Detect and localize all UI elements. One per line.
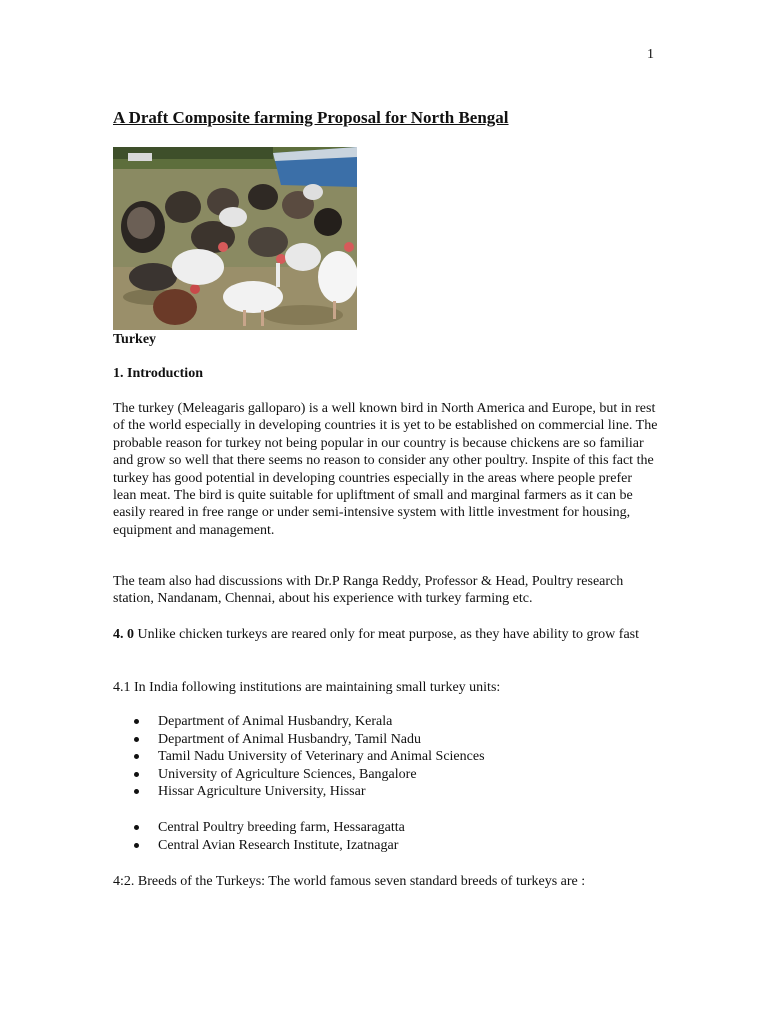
- institutions-list-1: [113, 713, 658, 801]
- image-caption: Turkey: [113, 332, 157, 347]
- section-heading-introduction: 1. Introduction: [113, 366, 203, 381]
- list-item: Department of Animal Husbandry, Kerala: [113, 713, 658, 731]
- turkey-flock-photo: [113, 147, 357, 330]
- paragraph-team-discussion: The team also had discussions with Dr.P Ranga Reddy, Professor & Head, Poultry research station, Nandanam, Chennai, about his experience with turkey farming etc.: [113, 574, 624, 607]
- document-title: A Draft Composite farming Proposal for North Bengal: [113, 108, 509, 127]
- list-item: Central Avian Research Institute, Izatnagar: [113, 837, 658, 855]
- list-item: Department of Animal Husbandry, Tamil Nadu: [113, 731, 658, 749]
- paragraph-section-4-2: 4:2. Breeds of the Turkeys: The world famous seven standard breeds of turkeys are :: [113, 874, 586, 889]
- list-item: Tamil Nadu University of Veterinary and Animal Sciences: [113, 748, 658, 766]
- section-4-number: 4. 0: [113, 627, 134, 642]
- paragraph-section-4-1: 4.1 In India following institutions are maintaining small turkey units:: [113, 680, 501, 695]
- paragraph-introduction: The turkey (Meleagaris galloparo) is a well known bird in North America and Europe, but in rest of the world especially in developing countries it is yet to be established on commercial line. The probable reason for turkey not being popular in our country is because chickens are so familiar and grow so well that there seems no reason to consider any other poultry. Inspite of this fact the turkey has good potential in developing countries especially in the areas where people prefer lean meat. The bird is quite suitable for upliftment of small and marginal farmers as it can be easily reared in free range or under semi-intensive system with little investment for housing, equipment and management.: [113, 401, 658, 538]
- list-item: Hissar Agriculture University, Hissar: [113, 783, 658, 801]
- institutions-list-2: [113, 819, 658, 854]
- list-item: University of Agriculture Sciences, Bangalore: [113, 766, 658, 784]
- list-item: Central Poultry breeding farm, Hessaragatta: [113, 819, 658, 837]
- page-number: 1: [647, 47, 654, 62]
- section-4-text: Unlike chicken turkeys are reared only for meat purpose, as they have ability to grow fast: [134, 627, 639, 642]
- paragraph-section-4: [113, 626, 658, 643]
